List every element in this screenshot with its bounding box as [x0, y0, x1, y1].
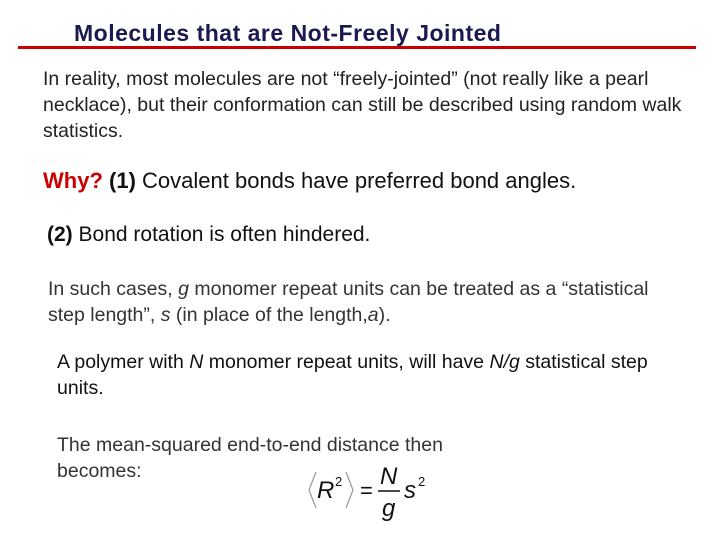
reason-2-number: (2) — [47, 223, 73, 246]
mean-squared-equation — [306, 460, 446, 532]
p3-part-b: monomer repeat units can be treated as a “statistical step length”, — [48, 278, 649, 326]
equation-numerator-N: N — [380, 463, 398, 490]
title-underline — [18, 46, 696, 49]
intro-paragraph: In reality, most molecules are not “freely-jointed” (not really like a pearl necklace), but their conformation can still be described using random walk statistics. — [43, 68, 682, 142]
p3-a-symbol: a — [367, 304, 379, 326]
equation-denominator-g: g — [382, 495, 396, 522]
slide-title: Molecules that are Not-Freely Jointed — [74, 20, 502, 46]
reason-1-line — [43, 168, 713, 194]
reason-1-number: (1) — [109, 168, 136, 193]
p3-part-c: (in place of the length, — [170, 304, 368, 326]
p4-N-symbol: N — [189, 351, 204, 373]
mean-squared-paragraph: The mean-squared end-to-end distance then becomes: — [57, 434, 443, 482]
p3-part-a: In such cases, — [48, 278, 179, 300]
reason-2-line — [47, 222, 370, 248]
p4-part-c: statistical step units. — [57, 351, 648, 399]
why-label: Why? — [43, 168, 103, 193]
statistical-step-paragraph — [48, 276, 688, 328]
p4-part-b: monomer repeat units, will have — [203, 351, 490, 373]
p4-part-a: A polymer with — [57, 351, 190, 373]
p3-g-symbol: g — [178, 278, 189, 300]
reason-1-text: Covalent bonds have preferred bond angles. — [142, 168, 577, 193]
equation-equals: = — [360, 478, 373, 503]
equation-R: R — [317, 477, 335, 504]
p4-Ng-symbol: N/g — [489, 351, 520, 373]
left-angle-bracket — [309, 472, 316, 508]
p3-s-symbol: s — [160, 304, 171, 326]
right-angle-bracket — [346, 472, 353, 508]
polymer-units-paragraph — [57, 349, 657, 401]
reason-2-text: Bond rotation is often hindered. — [78, 223, 371, 246]
equation-s-exponent: 2 — [418, 474, 426, 489]
p3-part-d: ). — [378, 304, 391, 326]
equation-R-exponent: 2 — [335, 474, 343, 489]
equation-s: s — [404, 477, 416, 504]
